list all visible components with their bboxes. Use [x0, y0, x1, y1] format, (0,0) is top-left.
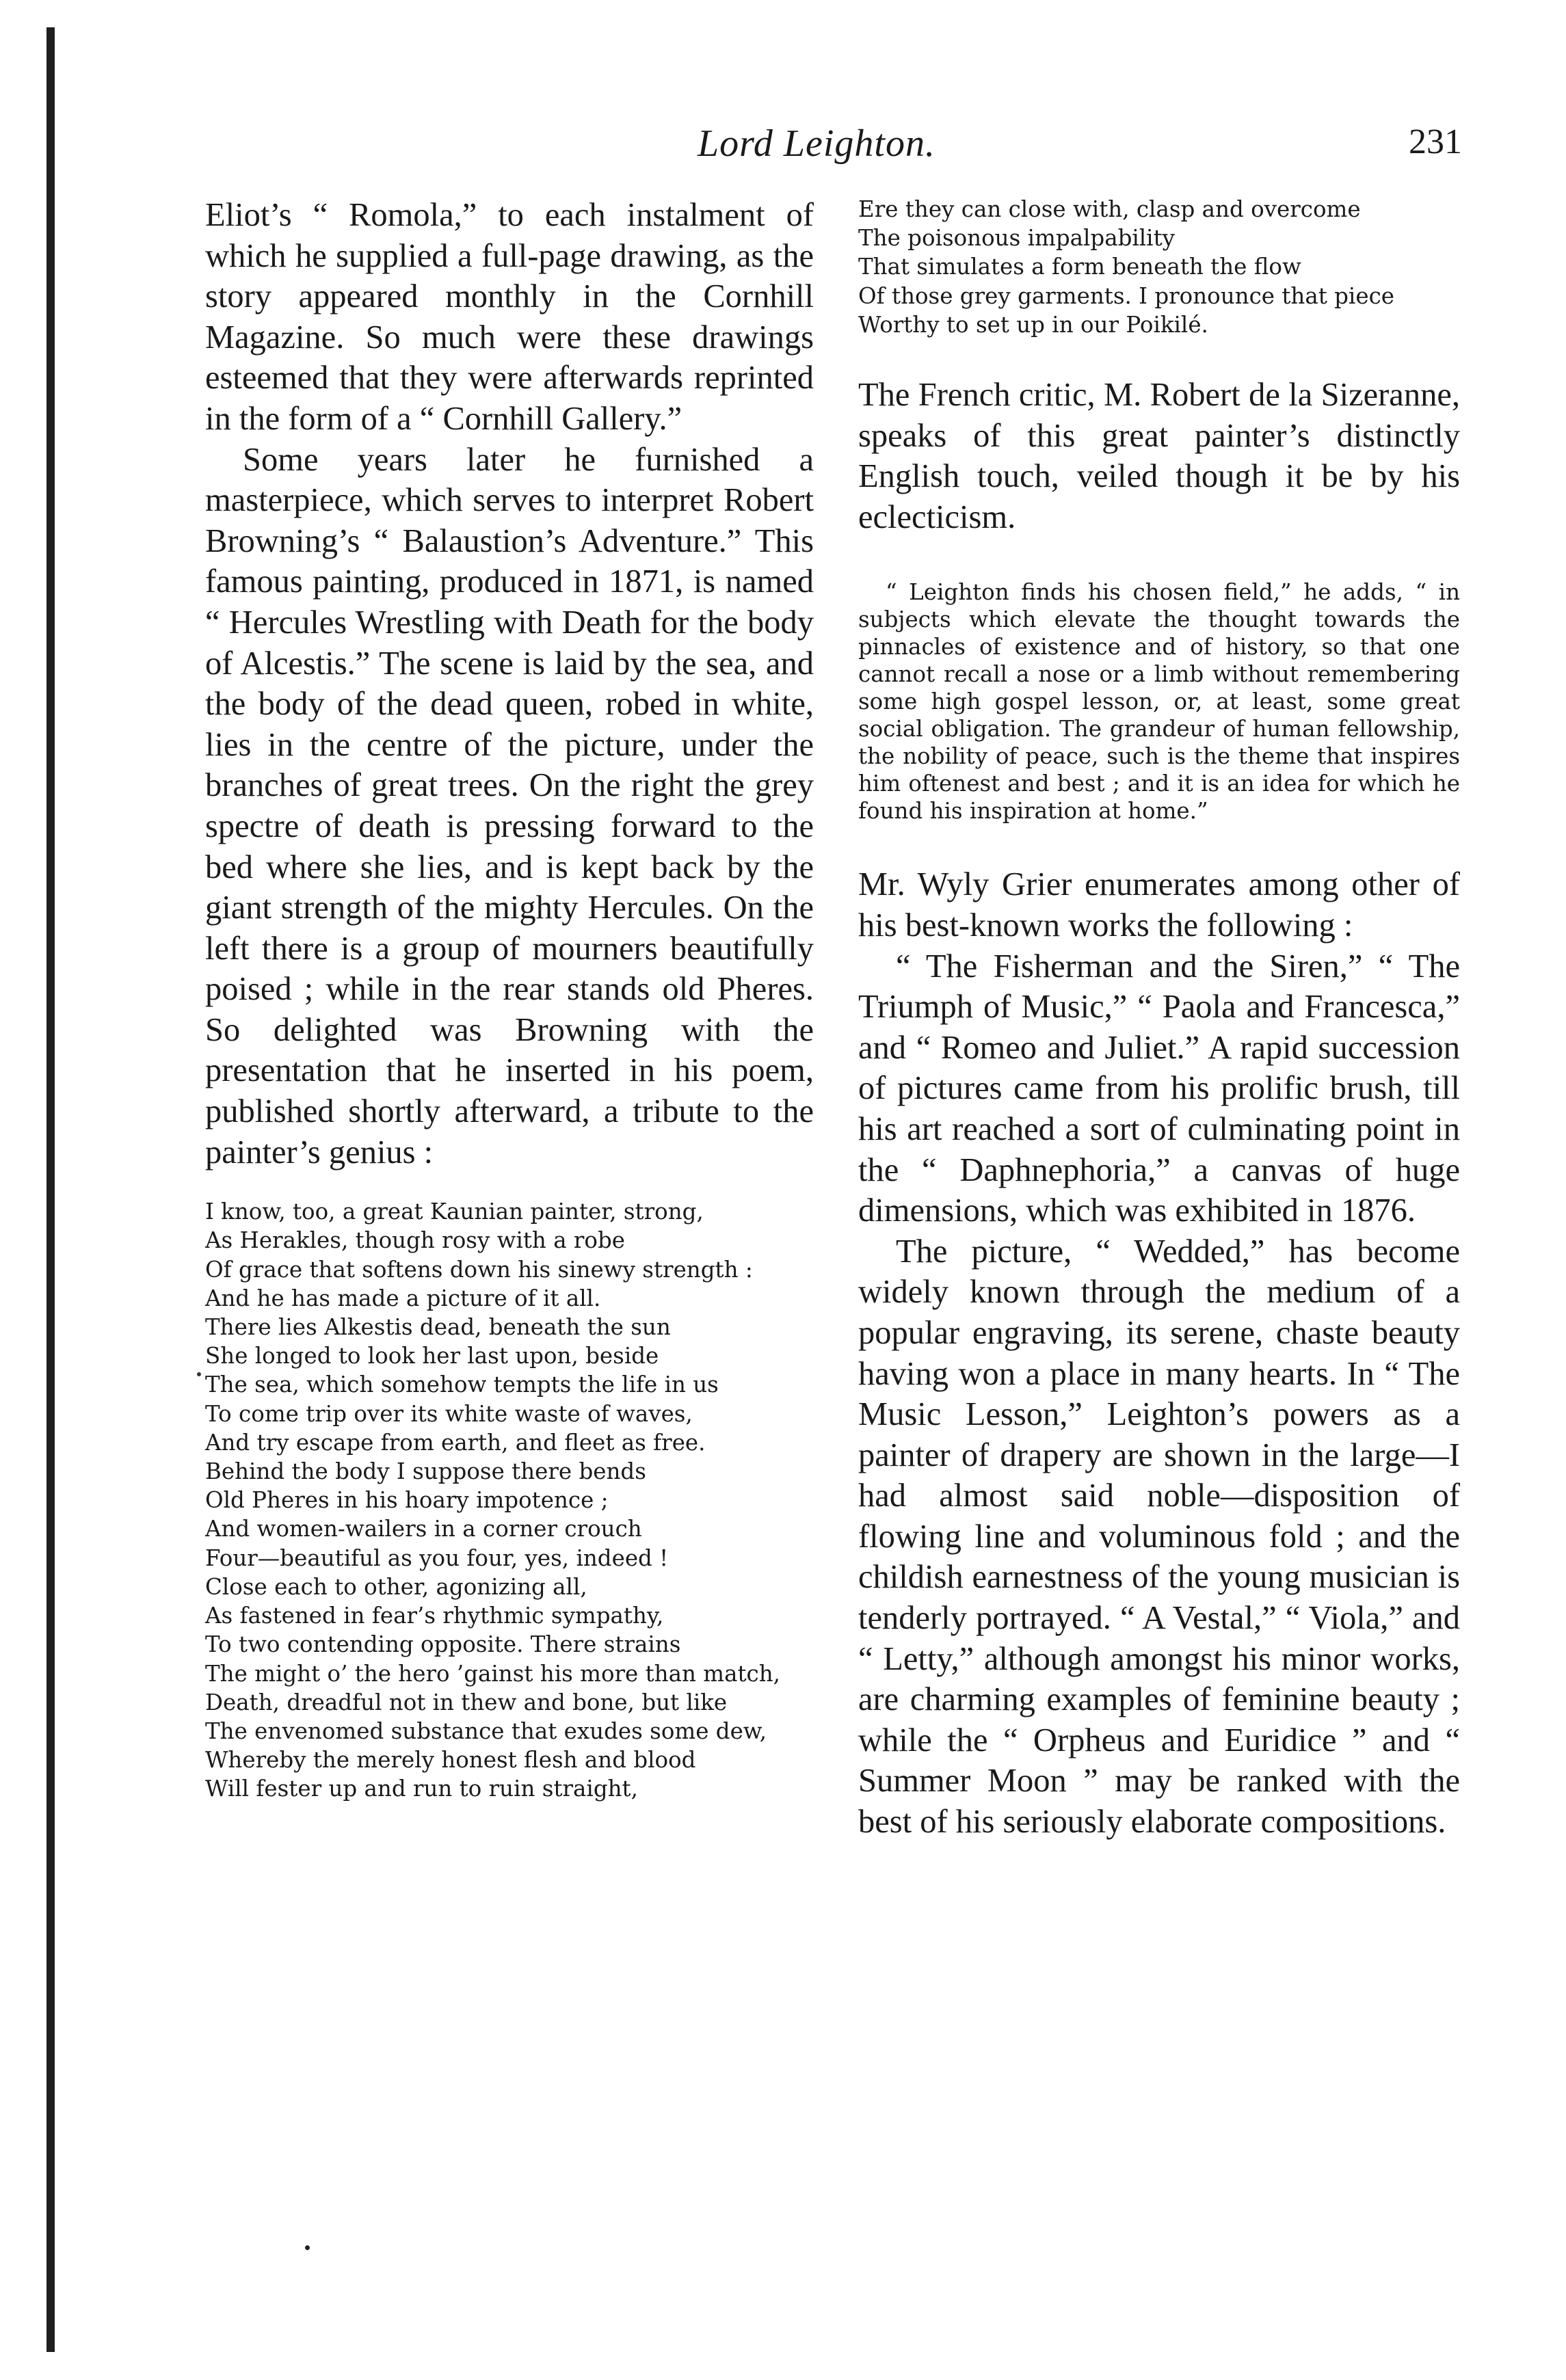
- right-prose-a: [858, 375, 1460, 537]
- verse-line: Whereby the merely honest flesh and blood: [205, 1747, 696, 1774]
- verse-line: Ere they can close with, clasp and overcome: [858, 196, 1361, 222]
- verse-line: Death, dreadful not in thew and bone, but like: [205, 1689, 728, 1715]
- verse-line: The envenomed substance that exudes some dew,: [205, 1717, 767, 1744]
- verse-line: And he has made a picture of it all.: [205, 1285, 601, 1311]
- verse-line: The poisonous impalpability: [858, 225, 1175, 252]
- paragraph-romola: Eliot’s “ Romola,” to each instalment of which he supplied a full-page drawing, as the story appeared monthly in the Cornhill Magazine. So much were these drawings esteemed that they were afterwards reprinted in the form of a “ Cornhill Gallery.”: [205, 197, 814, 437]
- ink-speck: [197, 1372, 201, 1376]
- verse-line: Behind the body I suppose there bends: [205, 1458, 646, 1485]
- verse-line: Four—beautiful as you four, yes, indeed !: [205, 1545, 669, 1571]
- running-head: [0, 122, 1566, 170]
- right-prose-b: [858, 864, 1460, 1842]
- paragraph-works-list: “ The Fisherman and the Siren,” “ The Triumph of Music,” “ Paola and Francesca,” and “ Romeo and Juliet.” A rapid succession of pictures came from his prolific brush, till his art reached a sort of culminating point in the “ Daphnephoria,” a canvas of huge dimensions, which was exhibited in 1876.: [858, 948, 1460, 1229]
- verse-line: Worthy to set up in our Poikilé.: [858, 311, 1208, 338]
- verse-line: Close each to other, agonizing all,: [205, 1573, 587, 1600]
- verse-line: As Herakles, though rosy with a robe: [205, 1227, 626, 1254]
- page-number: 231: [1409, 122, 1462, 161]
- verse-line: There lies Alkestis dead, beneath the sun: [205, 1314, 671, 1341]
- verse-line: I know, too, a great Kaunian painter, strong,: [205, 1199, 704, 1225]
- running-title: Lord Leighton.: [698, 122, 935, 165]
- scan-binding-edge: [47, 27, 55, 2352]
- left-prose: [205, 195, 814, 1173]
- paragraph-wedded: The picture, “ Wedded,” has become widely known through the medium of a popular engraving, its serene, chaste beauty having won a place in many hearts. In “ The Music Lesson,” Leighton’s powers as a painter of drapery are shown in the large—I had almost said noble—disposition of flowing line and voluminous fold ; and the childish earnestness of the young musician is tenderly portrayed. “ A Vestal,” “ Viola,” and “ Letty,” although amongst his minor works, are charming examples of feminine beauty ; while the “ Orpheus and Euridice ” and “ Summer Moon ” may be ranked with the best of his seriously elaborate compositions.: [858, 1233, 1460, 1841]
- verse-line: Will fester up and run to ruin straight,: [205, 1776, 638, 1802]
- verse-line: And women-wailers in a corner crouch: [205, 1516, 642, 1542]
- verse-line: To two contending opposite. There strains: [205, 1631, 681, 1658]
- paragraph-grier: Mr. Wyly Grier enumerates among other of his best-known works the following :: [858, 866, 1460, 944]
- verse-line: The might o’ the hero ’gainst his more than match,: [205, 1660, 780, 1687]
- ink-speck: [305, 2245, 310, 2250]
- browning-verse: [205, 1197, 814, 1803]
- right-column: [858, 195, 1460, 1843]
- verse-line: That simulates a form beneath the flow: [858, 254, 1301, 280]
- verse-line: The sea, which somehow tempts the life in us: [205, 1372, 719, 1398]
- paragraph-balaustion: Some years later he furnished a masterpiece, which serves to interpret Robert Browning’s “ Balaustion’s Adventure.” This famous painting, produced in 1871, is named “ Hercules Wrestling with Death for the body of Alcestis.” The scene is laid by the sea, and the body of the dead queen, robed in white, lies in the centre of the picture, under the branches of great trees. On the right the grey spectre of death is pressing forward to the bed where she lies, and is kept back by the giant strength of the mighty Hercules. On the left there is a group of mourners beautifully poised ; while in the rear stands old Pheres. So delighted was Browning with the presentation that he inserted in his poem, published shortly afterward, a tribute to the painter’s genius :: [205, 441, 814, 1171]
- verse-line: Of those grey garments. I pronounce that piece: [858, 282, 1394, 309]
- paragraph-sizeranne: The French critic, M. Robert de la Sizeranne, speaks of this great painter’s distinctly English touch, veiled though it be by his eclecticism.: [858, 377, 1460, 535]
- verse-line: Of grace that softens down his sinewy strength :: [205, 1256, 753, 1283]
- verse-line: To come trip over its white waste of waves,: [205, 1400, 693, 1427]
- verse-line: She longed to look her last upon, beside: [205, 1343, 659, 1369]
- browning-verse-continued: [858, 195, 1460, 339]
- verse-line: And try escape from earth, and fleet as free.: [205, 1429, 706, 1456]
- left-column: [205, 195, 814, 1804]
- sizeranne-quote: “ Leighton finds his chosen field,” he adds, “ in subjects which elevate the thought towards the pinnacles of existence and of history, so that one cannot recall a nose or a limb without remembering some high gospel lesson, or, at least, some great social obligation. The grandeur of human fellowship, the nobility of peace, such is the theme that inspires him oftenest and best ; and it is an idea for which he found his inspiration at home.”: [858, 579, 1460, 825]
- verse-line: As fastened in fear’s rhythmic sympathy,: [205, 1603, 664, 1629]
- verse-line: Old Pheres in his hoary impotence ;: [205, 1487, 609, 1514]
